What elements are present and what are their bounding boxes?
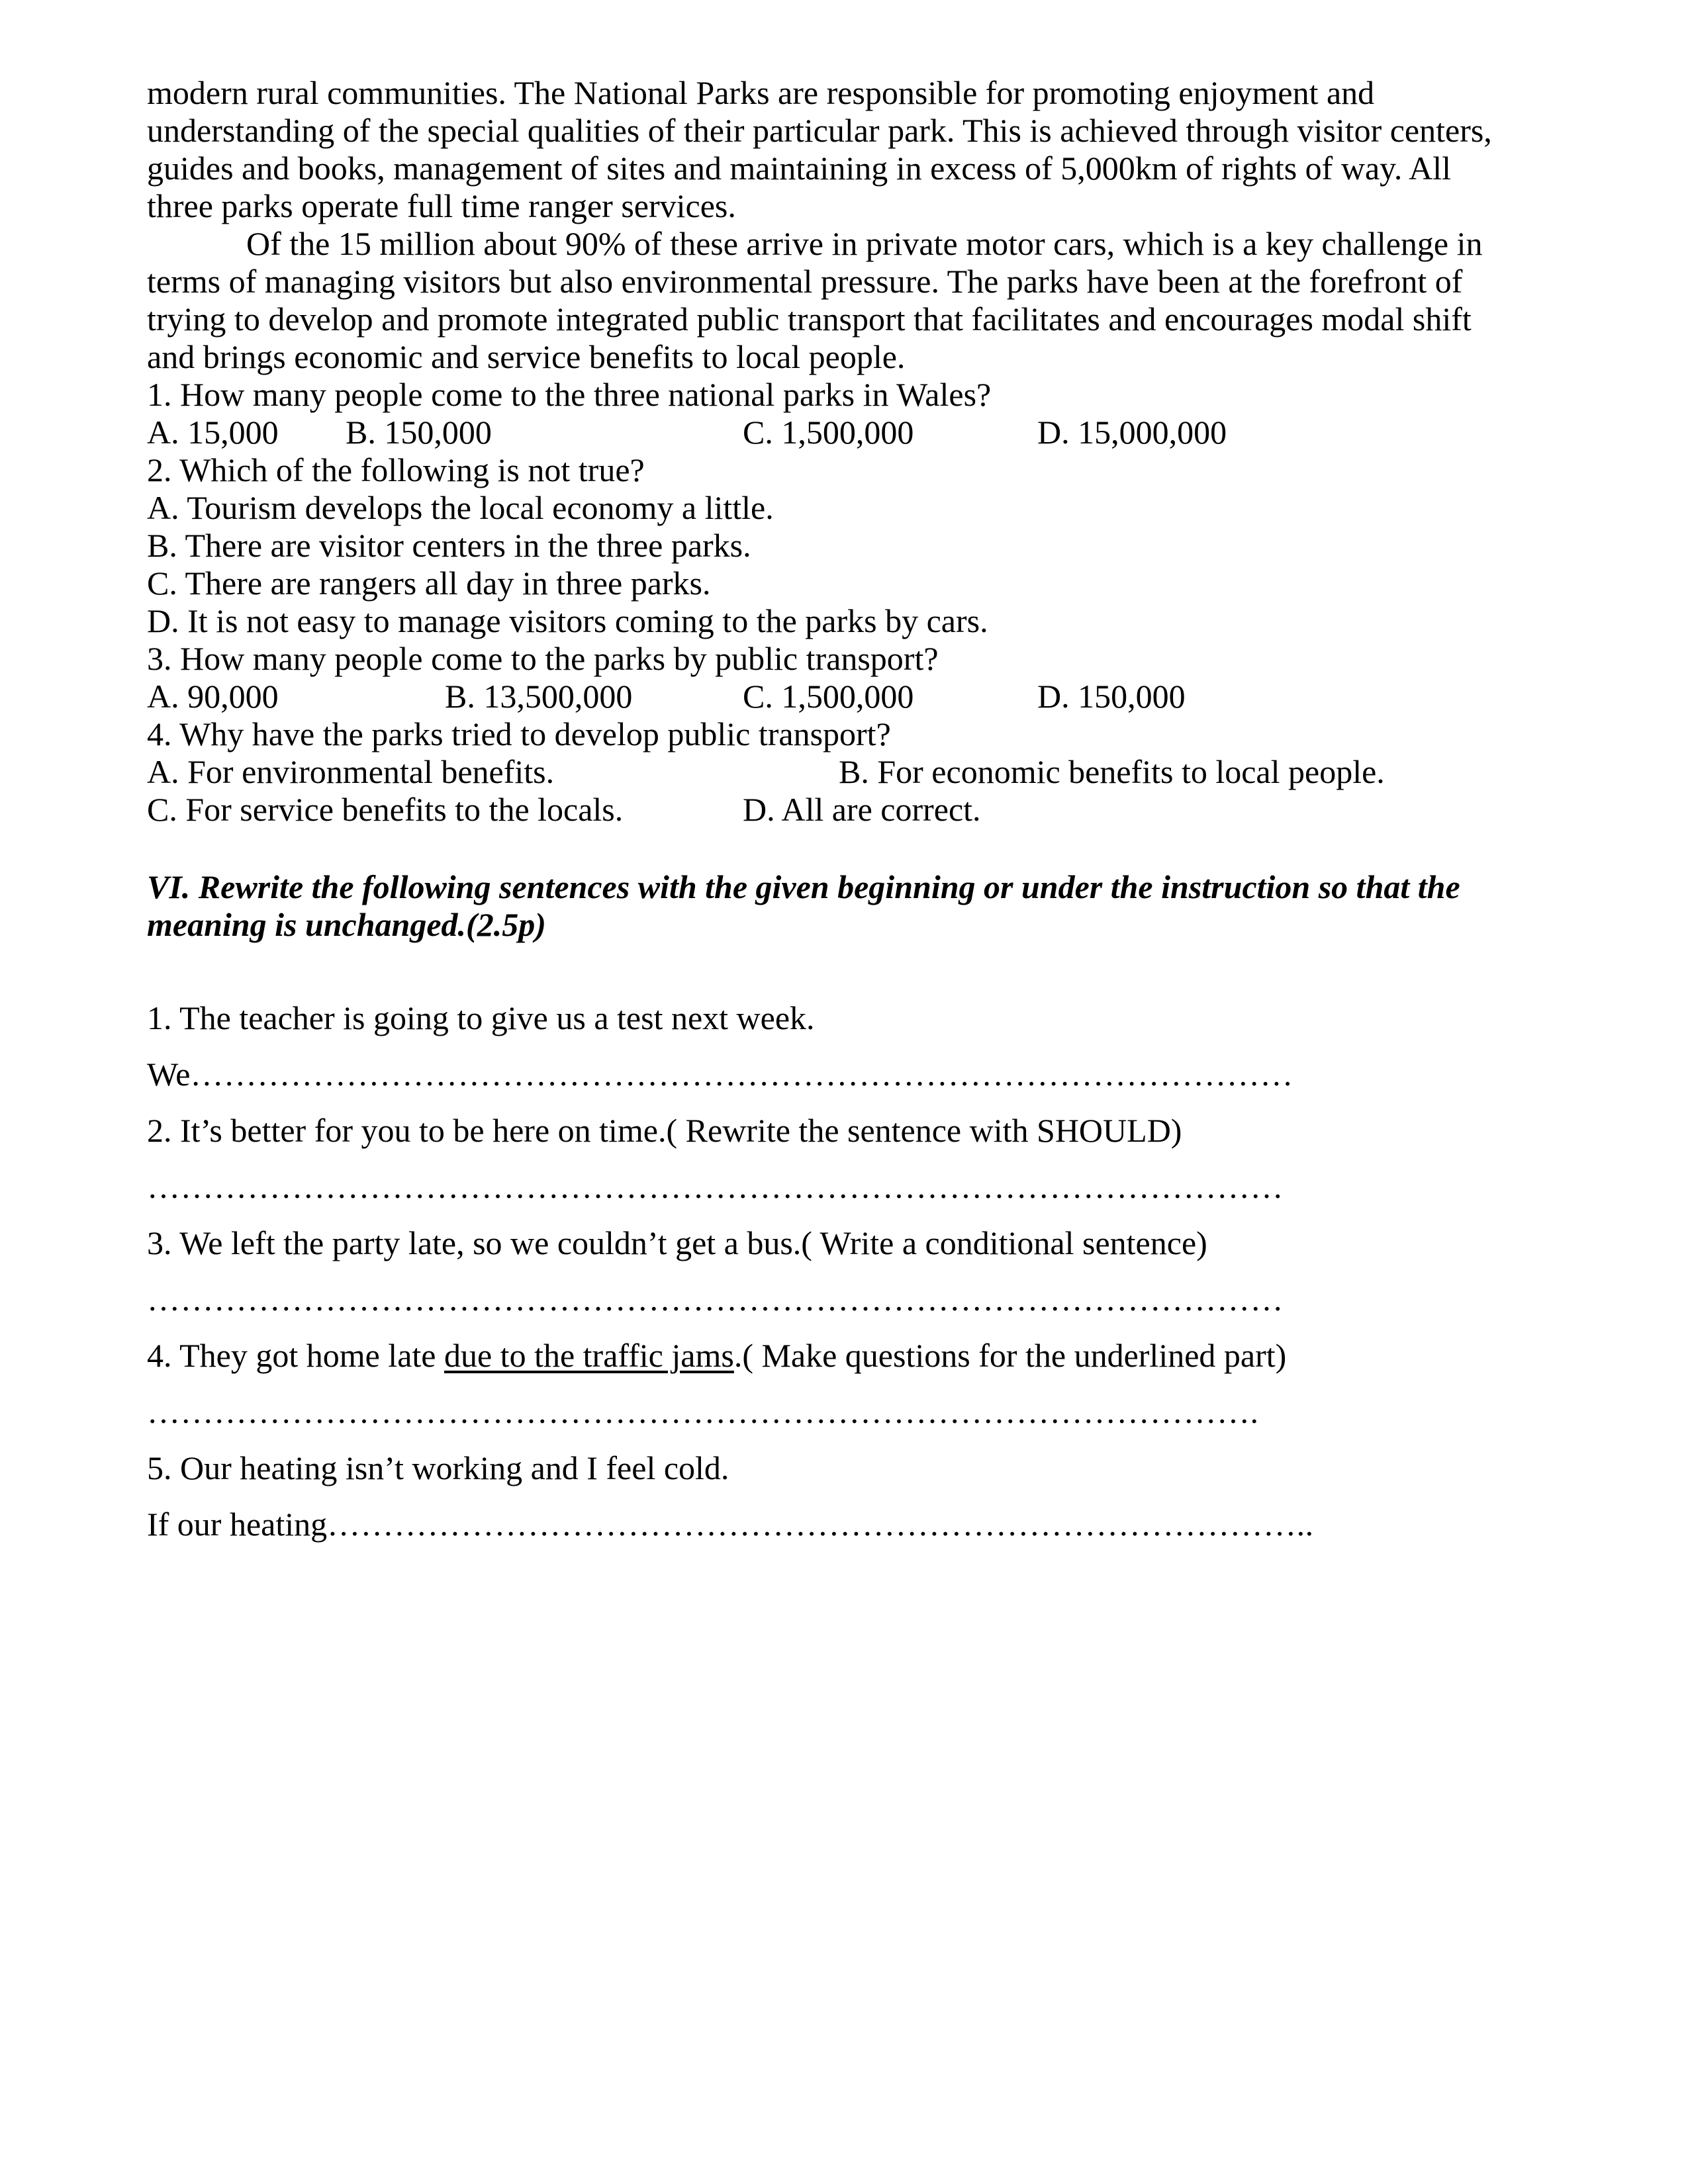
- option-c: C. There are rangers all day in three parks.: [147, 565, 711, 602]
- option-c: C. For service benefits to the locals.: [147, 791, 624, 828]
- question-3: 3. How many people come to the parks by public transport?: [147, 640, 939, 677]
- rewrite-answer-3[interactable]: [147, 1281, 1284, 1318]
- answer-prefix: If our heating: [147, 1506, 328, 1543]
- option-d: D. 150,000: [1037, 678, 1186, 715]
- passage-line: and brings economic and service benefits to local people.: [147, 338, 906, 375]
- section-vi-heading-line2: meaning is unchanged.(2.5p): [147, 906, 546, 943]
- question-1-options: [147, 414, 1544, 451]
- section-vi-heading-line1: VI. Rewrite the following sentences with the given beginning or under the instruction so that the: [147, 868, 1460, 905]
- question-4-options-cd: [147, 791, 1544, 829]
- option-b: B. There are visitor centers in the three parks.: [147, 527, 751, 564]
- option-b: B. 13,500,000: [445, 678, 633, 715]
- underlined-part: due to the traffic jams: [444, 1337, 734, 1374]
- option-b: B. For economic benefits to local people.: [839, 753, 1385, 790]
- question-4: 4. Why have the parks tried to develop public transport?: [147, 715, 891, 752]
- answer-blank[interactable]: …………………………………………………………………………………………: [147, 1168, 1284, 1205]
- option-d: D. All are correct.: [743, 791, 981, 828]
- option-c: C. 1,500,000: [743, 414, 914, 451]
- rewrite-prompt-4: [147, 1337, 1286, 1375]
- option-a: A. For environmental benefits.: [147, 753, 555, 790]
- option-d: D. 15,000,000: [1037, 414, 1227, 451]
- answer-blank[interactable]: ……………………………………………………………………………..: [327, 1506, 1314, 1543]
- rewrite-prompt-2: 2. It’s better for you to be here on time.( Rewrite the sentence with SHOULD): [147, 1112, 1182, 1149]
- question-3-options: [147, 678, 1544, 715]
- question-4-options-ab: [147, 753, 1544, 791]
- rewrite-answer-4[interactable]: [147, 1393, 1259, 1431]
- passage-line: terms of managing visitors but also environmental pressure. The parks have been at the forefront of: [147, 263, 1463, 300]
- rewrite-answer-1[interactable]: [147, 1056, 1293, 1093]
- option-a: A. 15,000: [147, 414, 279, 451]
- prompt-text: 4. They got home late: [147, 1337, 444, 1374]
- prompt-instruction: .( Make questions for the underlined part): [733, 1337, 1287, 1374]
- passage-line: Of the 15 million about 90% of these arrive in private motor cars, which is a key challenge in: [246, 225, 1483, 262]
- option-a: A. 90,000: [147, 678, 279, 715]
- section-vi-heading: [147, 868, 1544, 944]
- question-1: 1. How many people come to the three national parks in Wales?: [147, 376, 992, 413]
- option-d: D. It is not easy to manage visitors coming to the parks by cars.: [147, 602, 988, 639]
- rewrite-prompt-1: 1. The teacher is going to give us a test next week.: [147, 999, 815, 1036]
- passage-line: three parks operate full time ranger services.: [147, 187, 736, 224]
- rewrite-answer-2[interactable]: [147, 1168, 1284, 1206]
- passage-line: guides and books, management of sites and maintaining in excess of 5,000km of rights of way. All: [147, 150, 1452, 187]
- option-a: A. Tourism develops the local economy a little.: [147, 489, 774, 526]
- answer-prefix: We: [147, 1056, 191, 1093]
- passage-line: modern rural communities. The National Parks are responsible for promoting enjoyment and: [147, 74, 1375, 111]
- answer-blank[interactable]: ……………………………………………………………………………………….: [147, 1393, 1259, 1430]
- option-c: C. 1,500,000: [743, 678, 914, 715]
- rewrite-prompt-3: 3. We left the party late, so we couldn’t get a bus.( Write a conditional sentence): [147, 1224, 1207, 1261]
- answer-blank[interactable]: …………………………………………………………………………………………: [147, 1281, 1284, 1318]
- reading-section: [147, 74, 1544, 944]
- passage-line: trying to develop and promote integrated public transport that facilitates and encourages modal shift: [147, 300, 1472, 338]
- answer-blank[interactable]: ………………………………………………………………………………………: [190, 1056, 1293, 1093]
- passage-line: understanding of the special qualities of their particular park. This is achieved through visitor centers,: [147, 112, 1492, 149]
- question-2: 2. Which of the following is not true?: [147, 451, 645, 488]
- rewrite-answer-5[interactable]: [147, 1506, 1314, 1543]
- rewrite-prompt-5: 5. Our heating isn’t working and I feel cold.: [147, 1449, 729, 1486]
- option-b: B. 150,000: [346, 414, 492, 451]
